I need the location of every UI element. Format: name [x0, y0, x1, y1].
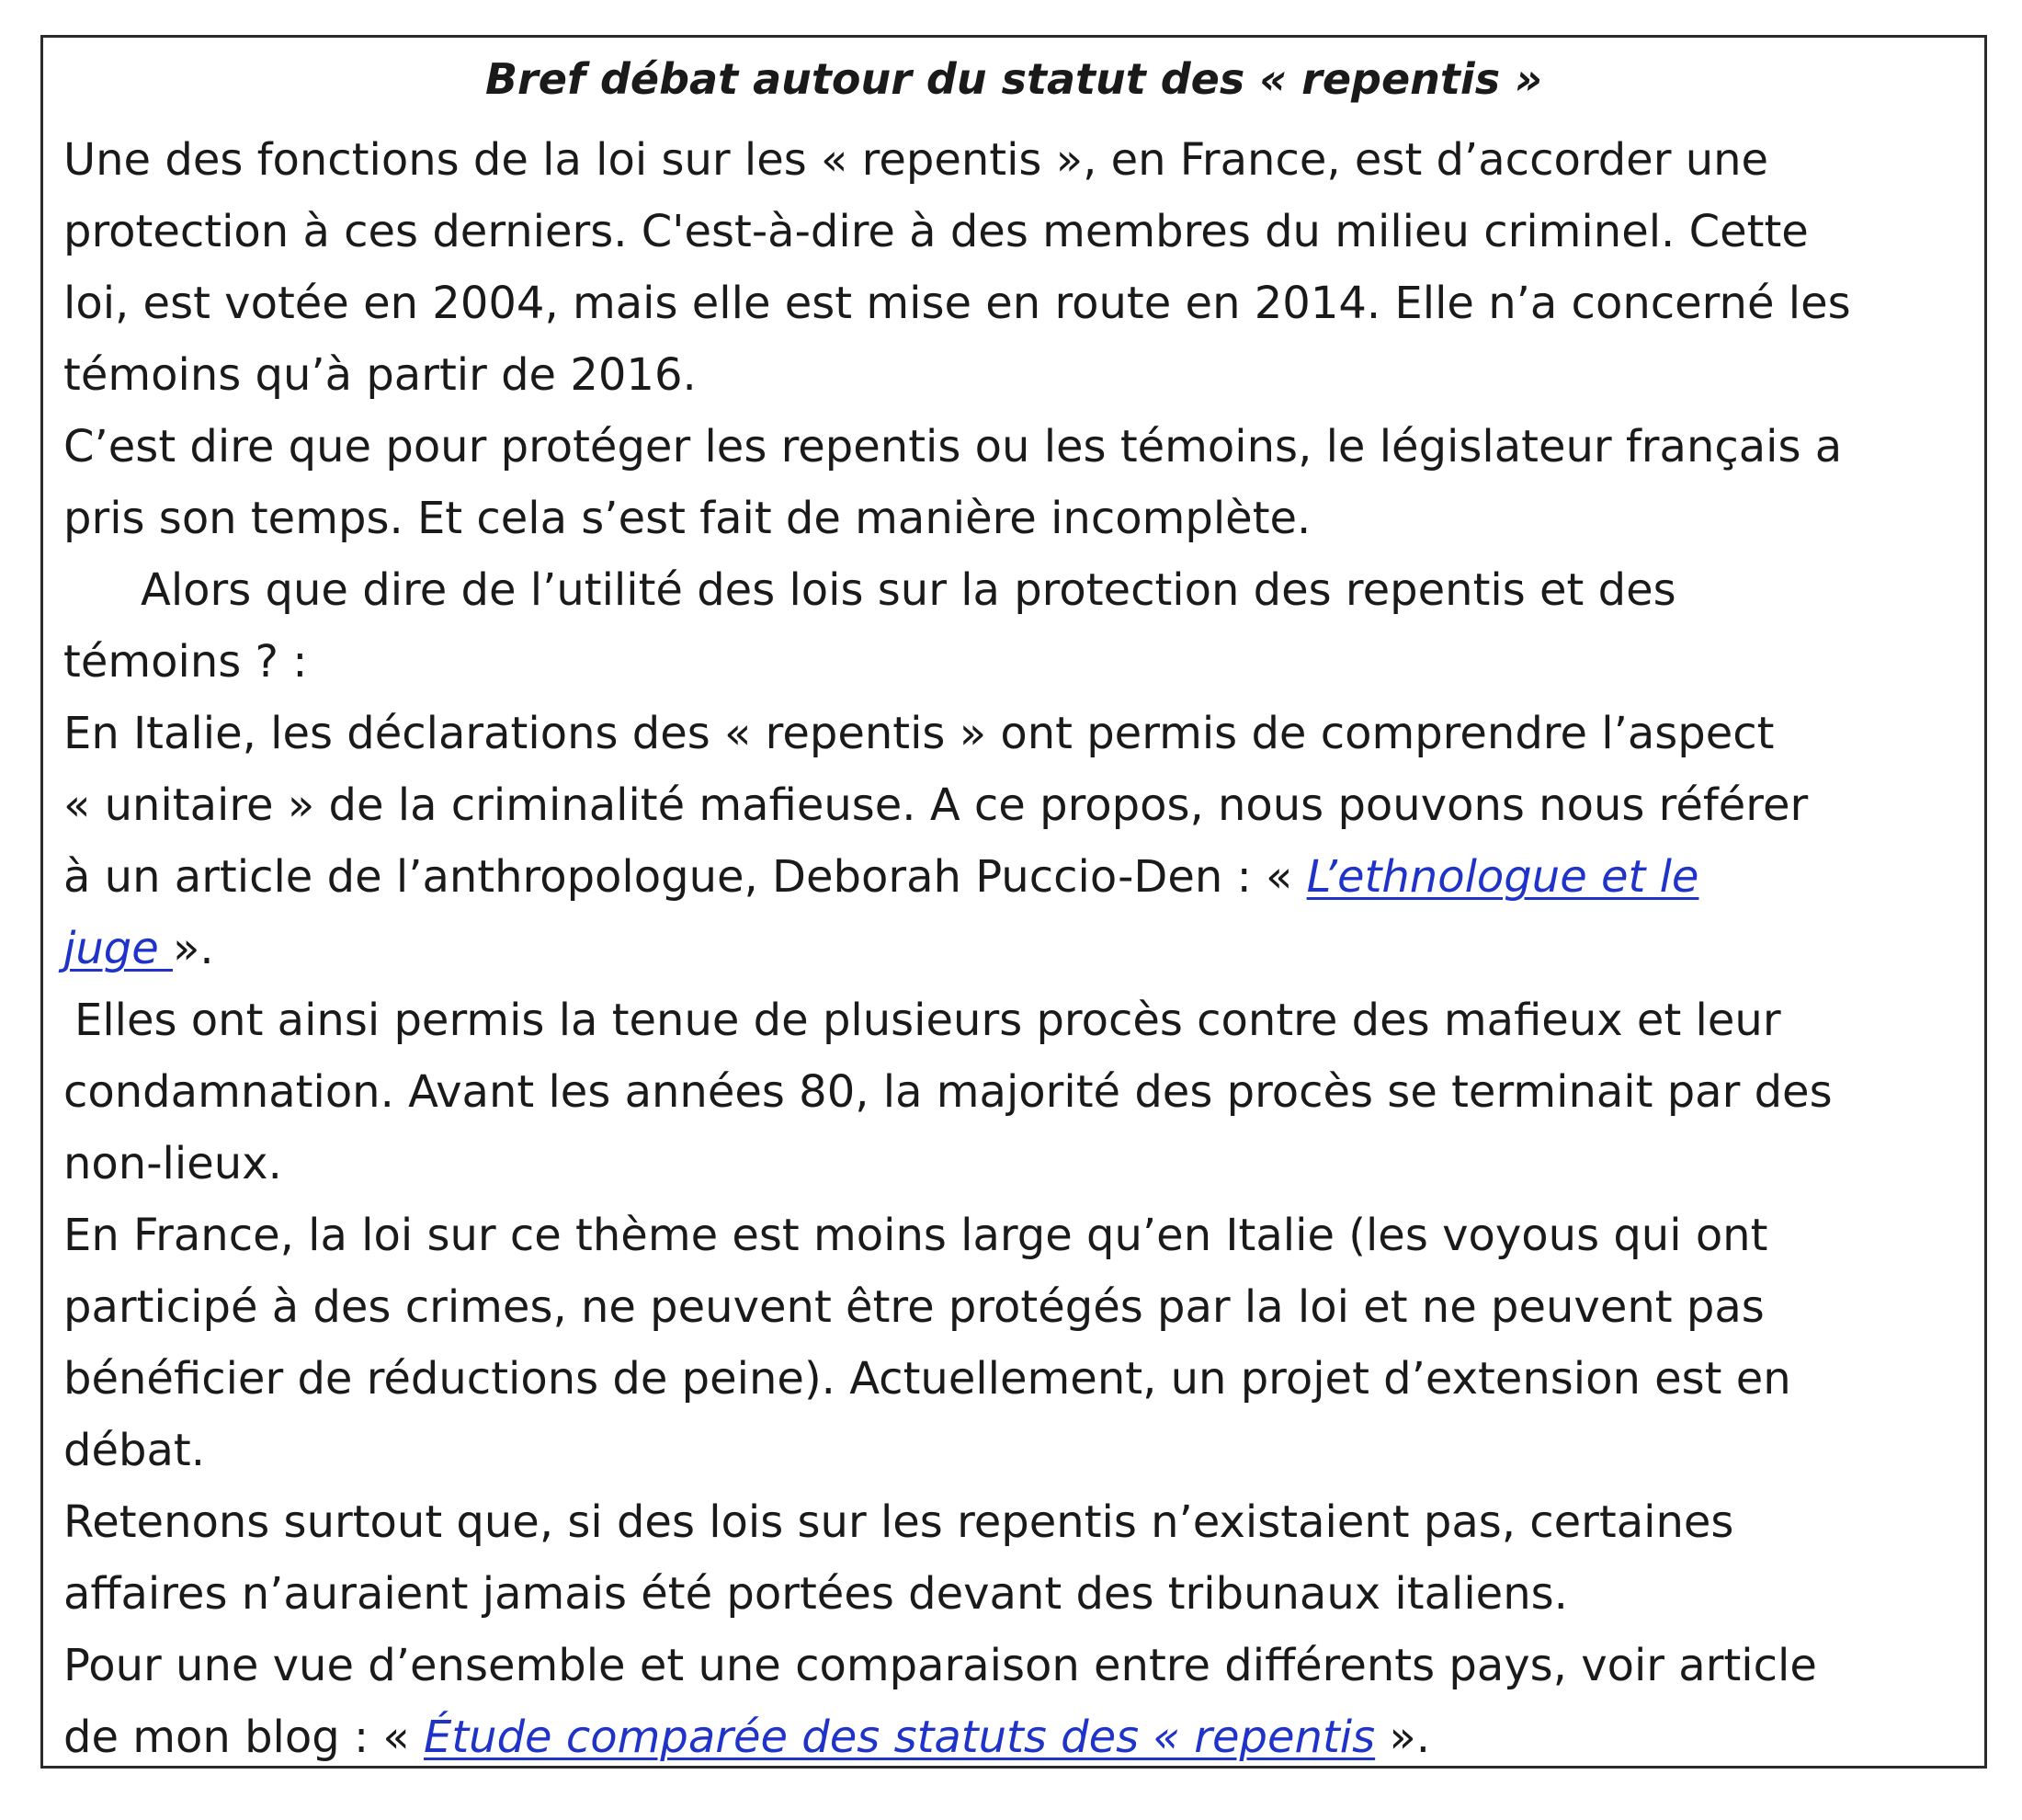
etude-comparee-link[interactable]: Étude comparée des statuts des « repentis [424, 1712, 1376, 1763]
text-line: affaires n’auraient jamais été portées devant des tribunaux italiens. [63, 1568, 1568, 1620]
document-title: Bref débat autour du statut des « repentis » [485, 54, 1542, 104]
text-segment: de mon blog : « [63, 1712, 425, 1763]
text-line: En France, la loi sur ce thème est moins large qu’en Italie (les voyous qui ont [63, 1210, 1768, 1261]
text-line: Elles ont ainsi permis la tenue de plusieurs procès contre des mafieux et leur [74, 995, 1781, 1046]
text-line: participé à des crimes, ne peuvent être protégés par la loi et ne peuvent pas [63, 1281, 1765, 1333]
ethnologue-juge-link-continued[interactable]: juge [63, 923, 174, 974]
text-line: pris son temps. Et cela s’est fait de manière incomplète. [63, 493, 1312, 544]
text-segment: ». [1375, 1712, 1431, 1763]
text-line [63, 913, 1975, 984]
text-line [63, 841, 1975, 913]
text-line: En Italie, les déclarations des « repentis » ont permis de comprendre l’aspect [63, 708, 1775, 759]
text-line: Une des fonctions de la loi sur les « repentis », en France, est d’accorder une [63, 134, 1769, 186]
text-segment: ». [173, 923, 214, 974]
text-line: bénéficier de réductions de peine). Actuellement, un projet d’extension est en [63, 1353, 1791, 1405]
text-line: loi, est votée en 2004, mais elle est mise en route en 2014. Elle n’a concerné les [63, 278, 1851, 329]
text-line: témoins ? : [63, 636, 308, 688]
document-frame [40, 35, 1987, 1769]
text-line: C’est dire que pour protéger les repentis ou les témoins, le législateur français a [63, 421, 1843, 472]
text-line: Alors que dire de l’utilité des lois sur la protection des repentis et des [141, 564, 1676, 616]
text-line: « unitaire » de la criminalité mafieuse. A ce propos, nous pouvons nous référer [63, 779, 1809, 831]
text-line: débat. [63, 1425, 205, 1476]
text-line: protection à ces derniers. C'est-à-dire à des membres du milieu criminel. Cette [63, 206, 1809, 257]
text-line: témoins qu’à partir de 2016. [63, 349, 697, 401]
text-line: non-lieux. [63, 1138, 282, 1189]
text-line: Retenons surtout que, si des lois sur les repentis n’existaient pas, certaines [63, 1496, 1734, 1548]
ethnologue-juge-link[interactable]: L’ethnologue et le [1306, 851, 1699, 903]
text-line: Pour une vue d’ensemble et une comparaison entre différents pays, voir article [63, 1640, 1817, 1691]
text-segment: à un article de l’anthropologue, Deborah Puccio-Den : « [63, 851, 1307, 903]
text-line: condamnation. Avant les années 80, la majorité des procès se terminait par des [63, 1066, 1833, 1118]
document-body [63, 124, 1975, 1773]
text-line [63, 1701, 1975, 1773]
